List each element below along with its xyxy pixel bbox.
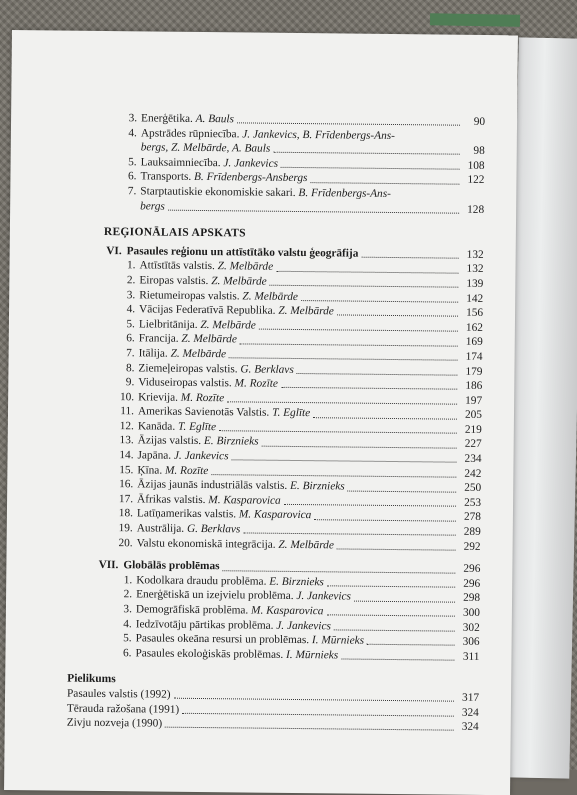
entry-title: Enerģētika.: [141, 112, 193, 125]
leader-dots: [367, 643, 455, 646]
leader-dots: [341, 658, 454, 661]
entry-number: 19.: [118, 522, 133, 535]
entry-page: 179: [465, 365, 483, 378]
entry-title: Kanāda.: [137, 420, 176, 433]
leader-dots: [182, 712, 454, 717]
entry-author: M. Rozīte: [180, 391, 225, 404]
entry-author: Z. Melbārde: [278, 538, 334, 552]
entry-title: Japāna.: [137, 449, 172, 462]
entry-title: Latīņamerikas valstis.: [136, 507, 237, 521]
entry-page: 242: [464, 467, 482, 480]
leader-dots: [348, 489, 457, 492]
entry-page: 317: [462, 691, 480, 704]
chapter-number: VI.: [106, 244, 122, 257]
leader-dots: [270, 284, 459, 288]
entry-text: [67, 716, 163, 732]
entry-title: Viduseiropas valstis.: [138, 376, 232, 390]
entry-author: bergs, Z. Melbārde, A. Bauls: [140, 141, 271, 155]
entry-text: [137, 521, 241, 537]
green-book-edge: [430, 13, 520, 27]
table-of-contents: [66, 111, 486, 735]
entry-text: [138, 361, 293, 377]
leader-dots: [314, 518, 456, 521]
leader-dots: [301, 299, 458, 303]
leader-dots: [281, 386, 457, 390]
chapter-page: 132: [466, 248, 484, 261]
leader-dots: [174, 697, 454, 702]
entry-title: Zivju nozveja (1990): [66, 716, 163, 730]
entry-page: 250: [464, 482, 482, 495]
chapter-title: Pasaules reģionu un attīstītāko valstu ģeogrāfija: [126, 244, 359, 260]
leader-dots: [354, 599, 455, 602]
leader-dots: [223, 569, 456, 573]
entry-author: G. Berklavs: [240, 362, 294, 376]
entry-number: 6.: [126, 332, 135, 345]
entry-author: E. Birznieks: [289, 480, 345, 493]
entry-page: 142: [466, 292, 484, 305]
entry-page: 128: [467, 203, 485, 216]
leader-dots: [326, 614, 454, 617]
entry-number: 18.: [118, 507, 134, 520]
leader-dots: [168, 209, 459, 214]
appendix-heading: Pielikums: [67, 672, 116, 686]
entry-page: 98: [473, 145, 485, 158]
leader-dots: [297, 372, 458, 376]
entry-page: 169: [465, 336, 483, 349]
entry-author: M. Kasparovica: [238, 508, 312, 522]
entry-author: J. Jankevics: [173, 449, 229, 463]
entry-author: I. Mūrnieks: [311, 634, 365, 647]
leader-dots: [259, 328, 458, 332]
chapter-title: Globālās problēmas: [123, 559, 220, 573]
chapter-page: 296: [463, 562, 481, 576]
entry-title: Apstrādes rūpniecība.: [140, 126, 240, 140]
entry-title: Tērauda ražošana (1991): [66, 702, 180, 716]
leader-dots: [361, 256, 458, 259]
entry-number: 8.: [125, 361, 135, 374]
entry-title: Starptautiskie ekonomiskie sakari.: [140, 185, 296, 199]
entry-author: E. Birznieks: [269, 575, 324, 589]
entry-page: 253: [464, 496, 482, 509]
entry-text: [137, 448, 228, 464]
entry-page: 300: [462, 606, 480, 619]
entry-text: [67, 701, 179, 717]
entry-page: 219: [464, 423, 482, 436]
entry-author: Z. Melbārde: [211, 275, 267, 288]
entry-title: Itālija.: [138, 347, 168, 360]
entry-number: 2.: [126, 274, 136, 287]
entry-author: J. Jankevics, B. Frīdenbergs-Ans-: [242, 128, 395, 142]
entry-number: 3.: [128, 112, 138, 125]
entry-number: 4.: [128, 126, 137, 139]
entry-number: 9.: [125, 376, 135, 389]
entry-title: Enerģētiskā un izejvielu problēma.: [136, 588, 294, 603]
leader-dots: [227, 400, 457, 404]
entry-text: [139, 259, 273, 275]
entry-title: Pasaules okeāna resursi un problēmas.: [135, 632, 310, 647]
entry-text: [138, 390, 224, 405]
entry-title: Krievija.: [138, 391, 179, 404]
entry-number: 6.: [127, 170, 137, 183]
entry-author: M. Kasparovica: [251, 604, 324, 618]
chapter-vii-entries: [113, 573, 480, 664]
entry-author: B. Frīdenbergs-Ans-: [298, 186, 391, 200]
entry-text: [139, 288, 298, 304]
entry-page: 278: [463, 511, 481, 524]
entry-number: 1.: [126, 259, 136, 272]
entry-text: [135, 646, 338, 663]
entry-author: bergs: [140, 199, 165, 213]
chapter-number: VII.: [98, 559, 119, 572]
entry-page: 234: [464, 452, 482, 466]
entry-page: 108: [467, 159, 485, 172]
entry-number: 5.: [128, 156, 137, 169]
entry-title: Attīstītās valstis.: [139, 259, 215, 273]
leader-dots: [211, 473, 456, 478]
leader-dots: [261, 444, 456, 448]
entry-title: Vācijas Federatīvā Republika.: [139, 303, 276, 317]
entry-title: Austrālija.: [136, 522, 185, 535]
entry-author: Z. Melbārde: [242, 289, 298, 303]
entry-author: M. Kasparovica: [208, 493, 281, 507]
entry-text: [141, 111, 234, 127]
entry-number: 5.: [123, 632, 132, 645]
entry-page: 302: [462, 621, 480, 634]
entry-text: [138, 375, 278, 391]
entry-author: B. Frīdenbergs-Ansbergs: [193, 171, 308, 185]
entry-number: 4.: [126, 303, 136, 316]
leader-dots: [281, 166, 460, 170]
leader-dots: [327, 584, 455, 587]
entry-author: Z. Melbārde: [278, 304, 334, 318]
entry-page: 139: [466, 277, 484, 290]
entry-author: M. Rozīte: [164, 464, 209, 477]
entry-text: [138, 434, 259, 450]
entry-author: J. Jankevics: [276, 619, 331, 632]
entry-text: [139, 273, 266, 289]
entry-page: 289: [463, 525, 481, 538]
entry-number: 17.: [118, 492, 134, 506]
entry-title: Lauksaimniecība.: [140, 156, 221, 169]
toc-entry-continuation: [118, 199, 484, 217]
entry-page: 298: [463, 592, 481, 605]
leader-dots: [284, 503, 456, 507]
entry-title: Pasaules ekoloģiskās problēmas.: [135, 647, 284, 661]
entry-title: Amerikas Savienotās Valstis.: [137, 405, 270, 419]
entry-title: Iedzīvotāju pārtikas problēma.: [135, 617, 274, 632]
entry-author: E. Birznieks: [203, 435, 259, 449]
entry-text: [139, 332, 237, 348]
entry-page: 186: [465, 379, 483, 393]
leader-dots: [237, 122, 460, 126]
appendix-entries: [66, 687, 480, 735]
entry-author: G. Berklavs: [186, 522, 241, 536]
entry-author: Z. Melbārde: [217, 260, 274, 274]
entry-title: Rietumeiropas valstis.: [139, 288, 240, 302]
entry-text: [137, 463, 208, 478]
entry-author: T. Eglīte: [272, 407, 311, 420]
book-page: [4, 30, 518, 795]
leader-dots: [219, 429, 457, 433]
entry-author: M. Rozīte: [234, 377, 278, 390]
leader-dots: [337, 314, 458, 317]
leader-dots: [337, 547, 456, 550]
entry-number: 10.: [119, 390, 135, 403]
entry-page: 132: [466, 263, 484, 276]
entry-author: A. Bauls: [195, 112, 235, 126]
entry-title: Kodolkara draudu problēma.: [136, 574, 267, 588]
entry-title: Demogrāfiskā problēma.: [135, 603, 249, 617]
entry-text: [139, 346, 227, 362]
entry-title: Pasaules valstis (1992): [66, 687, 171, 701]
leader-dots: [276, 269, 458, 273]
entry-number: 3.: [126, 288, 136, 301]
entry-number: 4.: [123, 617, 132, 630]
entry-title: Valstu ekonomiskā integrācija.: [136, 536, 276, 551]
entry-text: [140, 184, 391, 201]
entry-title: Āzijas jaunās industriālās valstis.: [137, 478, 288, 493]
entry-page: 292: [463, 540, 481, 553]
entry-page: 306: [462, 635, 480, 649]
entry-author: Z. Melbārde: [181, 333, 237, 346]
entry-title: Ķīna.: [137, 463, 163, 477]
entry-number: 16.: [119, 478, 134, 491]
entry-number: 13.: [119, 434, 134, 447]
entry-title: Ziemeļeiropas valstis.: [138, 361, 238, 375]
entry-page: 174: [465, 350, 483, 363]
leader-dots: [273, 151, 460, 155]
entry-text: [67, 687, 171, 703]
entry-number: 7.: [127, 185, 137, 198]
entry-number: 7.: [126, 347, 135, 360]
entry-page: 324: [461, 720, 479, 734]
leader-dots: [229, 356, 458, 360]
entry-author: T. Eglīte: [177, 420, 217, 434]
leader-dots: [334, 628, 455, 631]
section-heading-regional: REĢIONĀLAIS APSKATS: [103, 226, 246, 240]
entry-text: [141, 155, 279, 171]
entry-title: Lielbritānija.: [138, 318, 198, 331]
entry-title: Āzijas valstis.: [137, 434, 202, 448]
entry-title: Transports.: [140, 170, 192, 184]
entry-text: [137, 536, 334, 553]
entry-number: 3.: [123, 603, 133, 616]
entry-page: 90: [473, 115, 486, 128]
entry-title: Eiropas valstis.: [139, 274, 209, 288]
entry-page: 162: [465, 321, 483, 334]
entry-page: 324: [461, 706, 479, 719]
leader-dots: [313, 416, 457, 420]
entry-title: Āfrikas valstis.: [137, 493, 206, 506]
entry-number: 15.: [119, 463, 134, 476]
entry-number: 2.: [123, 588, 133, 601]
entry-number: 1.: [123, 574, 133, 587]
entry-number: 5.: [126, 317, 135, 331]
entry-number: 6.: [122, 646, 132, 660]
entry-author: J. Jankevics: [296, 590, 352, 603]
entry-page: 227: [464, 438, 482, 451]
entry-number: 14.: [119, 449, 134, 462]
entry-page: 205: [464, 409, 483, 422]
entry-title: Francija.: [138, 332, 179, 346]
leader-dots: [165, 726, 454, 731]
toc-entry: [113, 646, 479, 664]
entry-page: 296: [463, 577, 481, 590]
entry-author: I. Mūrnieks: [286, 648, 339, 662]
entry-text: [138, 419, 216, 434]
entry-page: 122: [467, 174, 485, 187]
entry-author: Z. Melbārde: [170, 347, 227, 361]
leader-dots: [243, 532, 455, 536]
entry-text: [137, 492, 281, 508]
entry-number: 11.: [120, 405, 135, 418]
entry-page: 197: [465, 394, 483, 407]
leader-dots: [310, 181, 459, 185]
leader-dots: [231, 459, 456, 463]
leader-dots: [240, 342, 458, 346]
appendix-entry: [67, 716, 479, 735]
entry-page: 311: [462, 650, 480, 663]
chapter-vi-entries: [115, 258, 484, 554]
entry-author: Z. Melbārde: [200, 318, 256, 332]
entry-author: J. Jankevics: [223, 157, 279, 170]
entry-text: [139, 317, 256, 333]
entry-page: 156: [466, 306, 484, 320]
entry-number: 20.: [118, 536, 133, 549]
entry-number: 12.: [119, 420, 134, 433]
